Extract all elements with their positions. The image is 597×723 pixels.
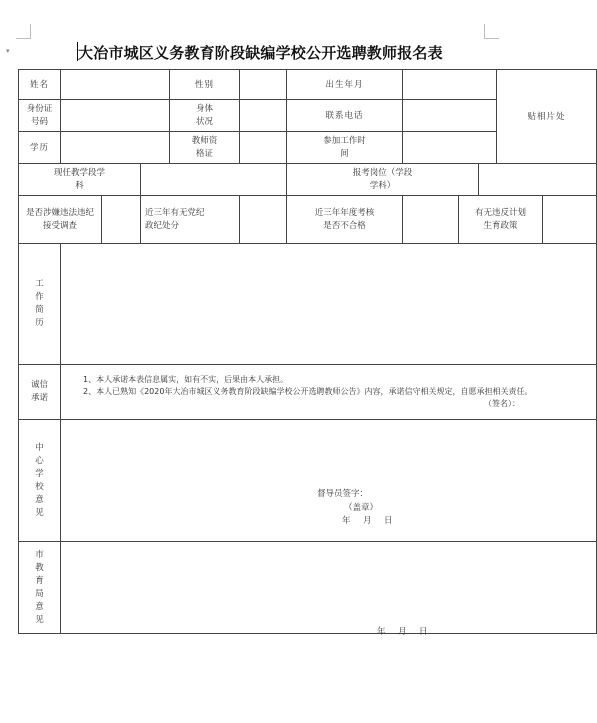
bureau-date[interactable]: 年 月 日 <box>377 627 430 637</box>
work-time-label: 参加工作时间 <box>287 132 403 164</box>
pledge-content <box>61 365 597 420</box>
birth-policy-field[interactable] <box>543 196 597 244</box>
apply-post-label: 报考岗位（学段学科） <box>287 164 479 196</box>
seal-text: （盖章） <box>344 503 379 513</box>
name-label: 姓名 <box>19 70 61 100</box>
name-field[interactable] <box>61 70 170 100</box>
health-field[interactable] <box>240 100 287 132</box>
phone-field[interactable] <box>403 100 497 132</box>
center-school-opinion[interactable] <box>61 420 597 542</box>
current-subject-label: 现任教学段学科 <box>19 164 141 196</box>
cert-field[interactable] <box>240 132 287 164</box>
health-label: 身体状况 <box>170 100 240 132</box>
photo-area[interactable]: 贴相片处 <box>497 70 597 164</box>
id-label: 身份证号码 <box>19 100 61 132</box>
supervisor-signature[interactable]: 督导员签字： <box>317 489 369 499</box>
education-field[interactable] <box>61 132 170 164</box>
bureau-opinion[interactable] <box>61 542 597 637</box>
resume-label: 工作简历 <box>19 244 61 365</box>
education-label: 学历 <box>19 132 61 164</box>
assessment-label: 近三年年度考核是否不合格 <box>287 196 403 244</box>
apply-post-field[interactable] <box>479 164 597 196</box>
discipline-field[interactable] <box>240 196 287 244</box>
page-title[interactable]: 大冶市城区义务教育阶段缺编学校公开选聘教师报名表 <box>78 44 443 62</box>
birth-policy-label: 有无违反计划生育政策 <box>459 196 543 244</box>
pledge-line-1: 1、本人承诺本表信息属实，如有不实，后果由本人承担。 <box>83 375 289 384</box>
assessment-field[interactable] <box>403 196 459 244</box>
id-field[interactable] <box>61 100 170 132</box>
cert-label: 教师资格证 <box>170 132 240 164</box>
center-school-label: 中心学校意见 <box>19 420 61 542</box>
pledge-signature[interactable]: （签名）： <box>484 399 521 408</box>
bureau-label: 市教育局意见 <box>19 542 61 634</box>
pledge-line-2: 2、本人已熟知《2020年大冶市城区义务教育阶段缺编学校公开选聘教师公告》内容，承诺信守相关规定，自愿承担相关责任。 <box>83 387 533 396</box>
center-date[interactable]: 年 月 日 <box>342 516 395 526</box>
gender-label: 性别 <box>170 70 240 100</box>
resume-field[interactable] <box>61 244 597 365</box>
work-time-field[interactable] <box>403 132 497 164</box>
crop-mark-top-right <box>484 24 499 39</box>
crop-mark-top-left <box>16 24 31 39</box>
birth-label: 出生年月 <box>287 70 403 100</box>
violation-label: 是否涉嫌违法违纪接受调查 <box>19 196 102 244</box>
discipline-label: 近三年有无党纪政纪处分 <box>141 196 240 244</box>
gender-field[interactable] <box>240 70 287 100</box>
page-marker-icon: ▾ <box>6 47 10 55</box>
birth-field[interactable] <box>403 70 497 100</box>
registration-form-table <box>18 69 597 637</box>
current-subject-field[interactable] <box>141 164 287 196</box>
phone-label: 联系电话 <box>287 100 403 132</box>
violation-field[interactable] <box>102 196 141 244</box>
pledge-label: 诚信承诺 <box>19 365 61 420</box>
